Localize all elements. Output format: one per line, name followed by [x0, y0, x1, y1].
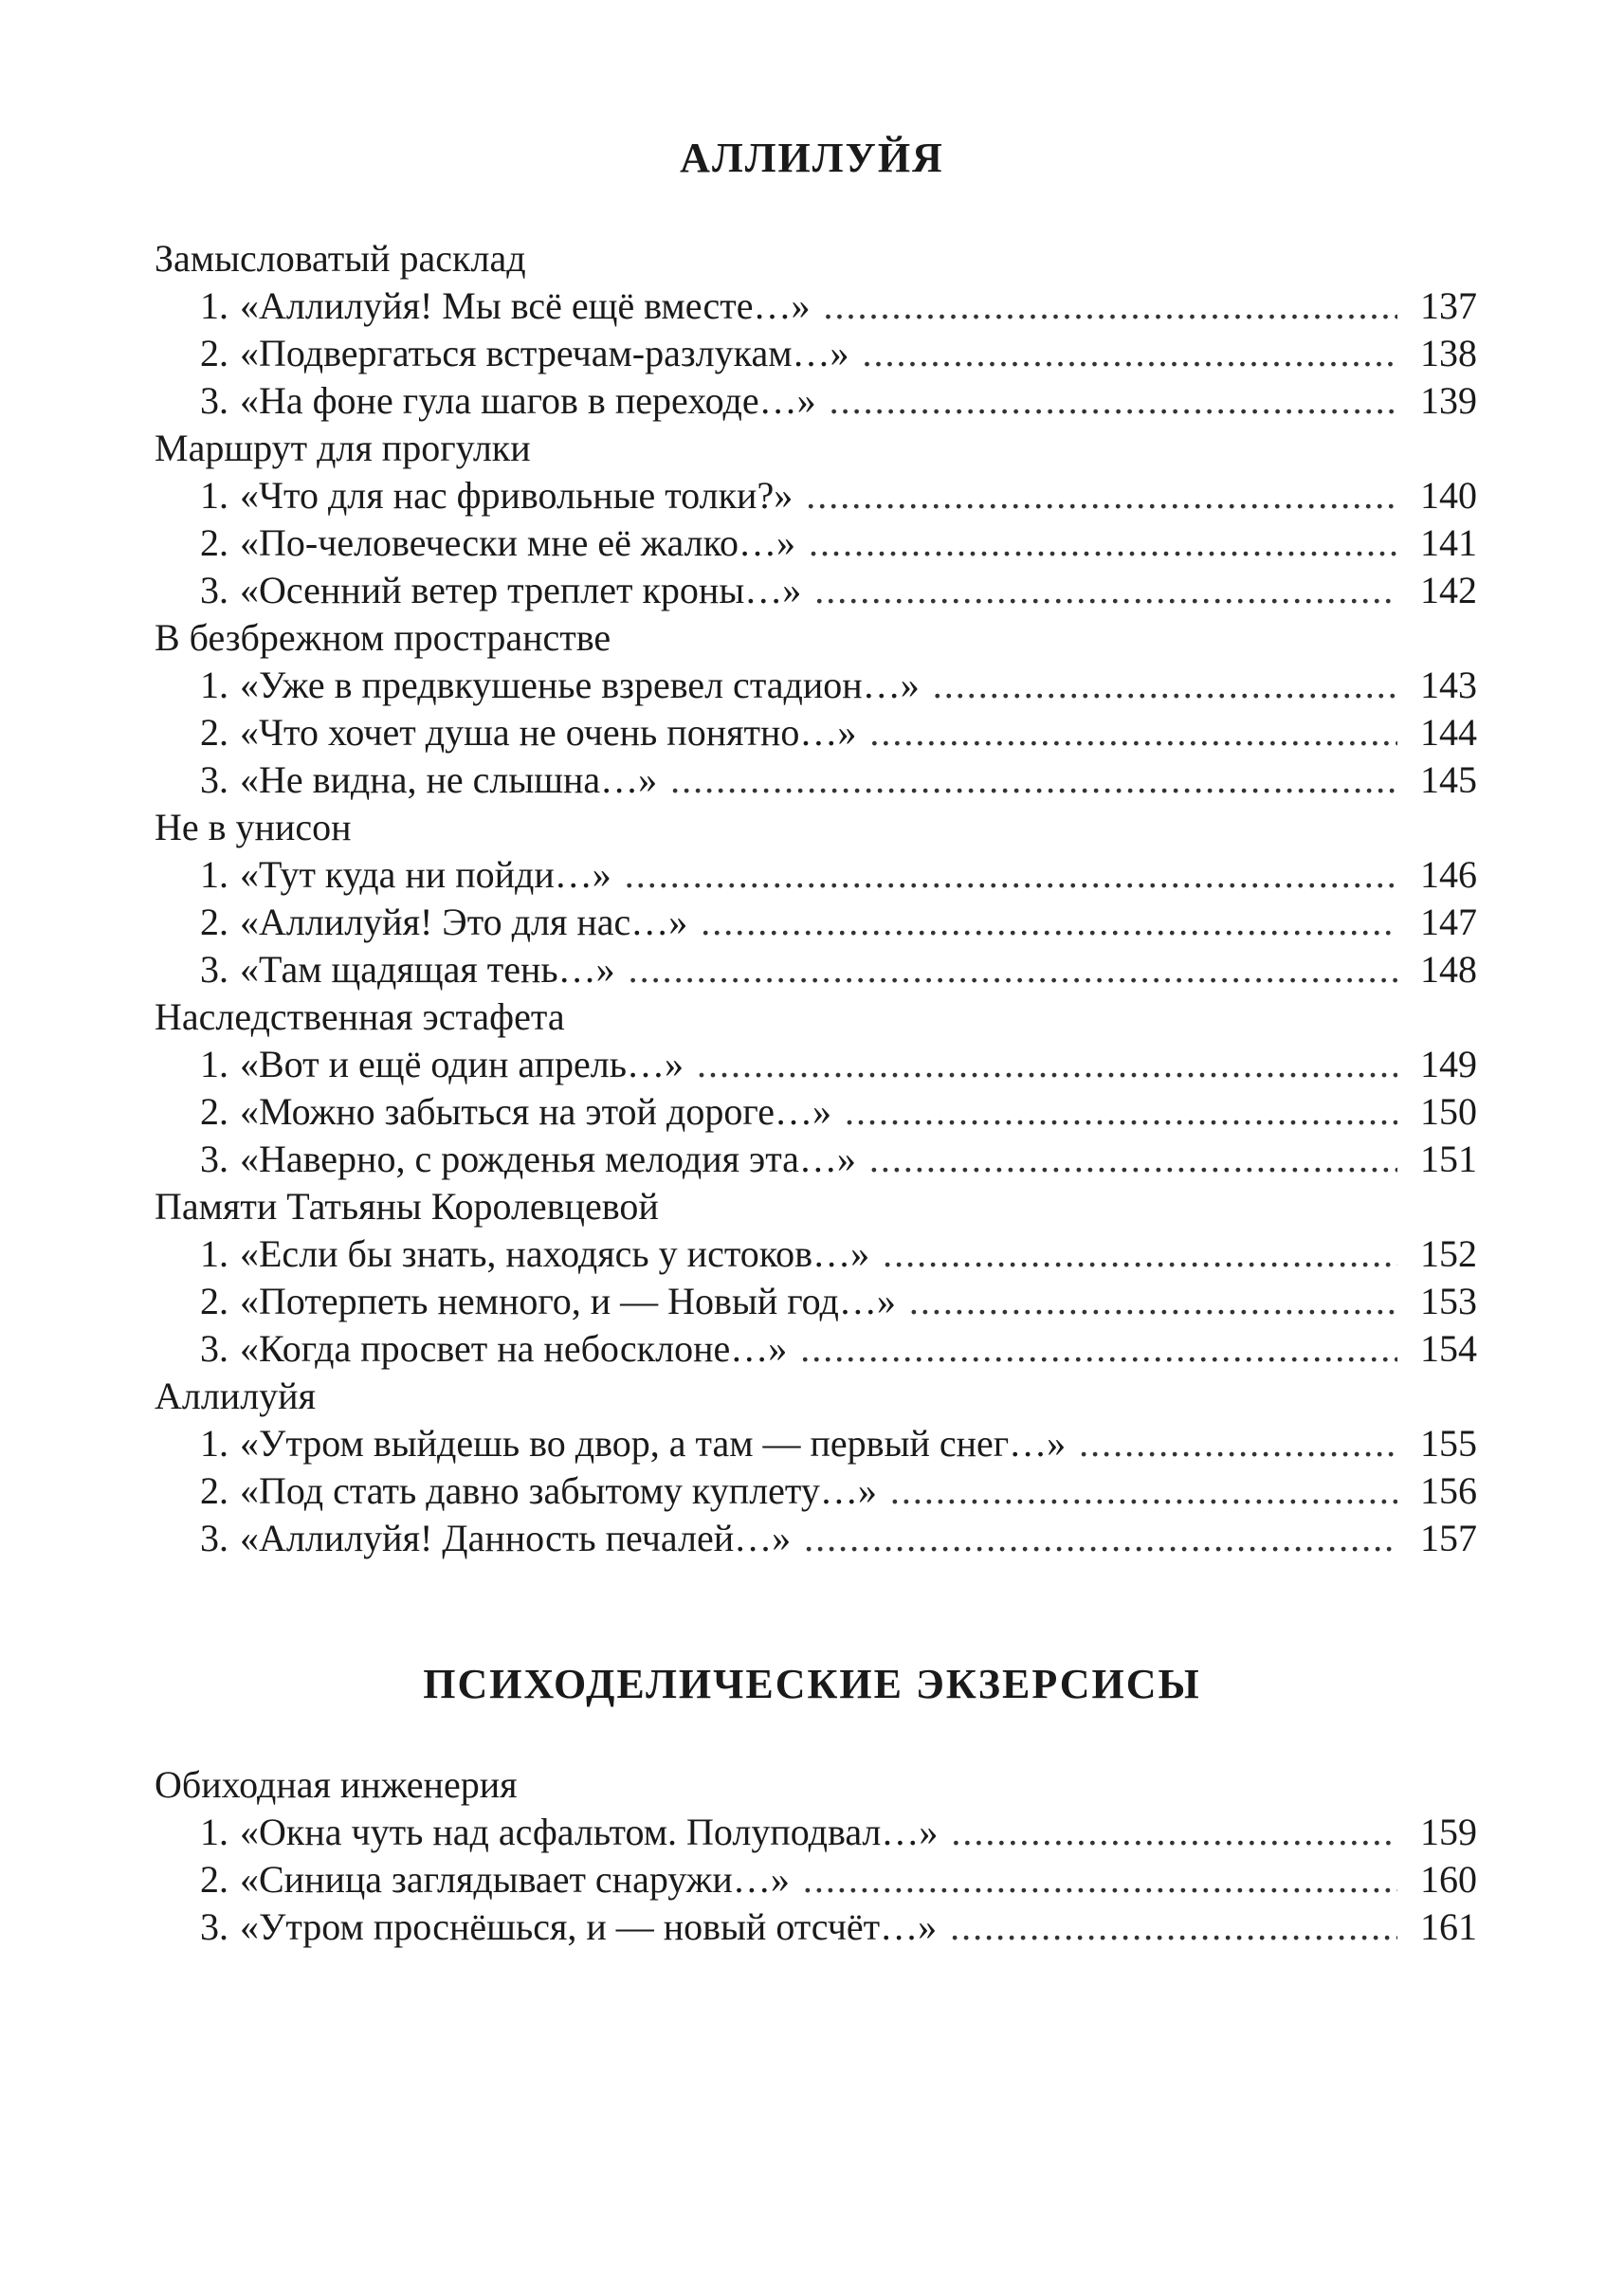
entry-number: 2.: [200, 332, 228, 374]
dot-leader: [670, 756, 1397, 804]
group-title: Замысловатый расклад: [155, 237, 526, 280]
entry-title: «Окна чуть над асфальтом. Полуподвал…»: [240, 1811, 939, 1853]
entry-number: 3.: [200, 758, 228, 801]
toc-entry: [155, 709, 1477, 756]
toc-entry: [155, 1325, 1477, 1373]
dot-leader: [883, 1230, 1397, 1278]
toc-entry: [155, 282, 1477, 330]
entry-number: 3.: [200, 569, 228, 611]
toc-entry: [155, 1856, 1477, 1903]
entry-number: 1.: [200, 474, 228, 517]
dot-leader: [804, 1515, 1397, 1562]
entry-number: 3.: [200, 1517, 228, 1559]
entry-title: «Осенний ветер треплет кроны…»: [240, 569, 802, 611]
dot-leader: [869, 1136, 1397, 1183]
entry-page-number: 146: [1420, 853, 1477, 896]
toc-entry: [155, 330, 1477, 377]
entry-title: «Вот и ещё один апрель…»: [240, 1043, 684, 1085]
entry-title: «Под стать давно забытому куплету…»: [240, 1469, 877, 1512]
entry-page-number: 161: [1420, 1905, 1477, 1948]
toc-entry: [155, 1420, 1477, 1467]
entry-page-number: 159: [1420, 1811, 1477, 1853]
toc-entry: [155, 1278, 1477, 1325]
dot-leader: [890, 1467, 1397, 1515]
toc-entry: [155, 567, 1477, 614]
entry-page-number: 143: [1420, 664, 1477, 706]
entry-title: «Если бы знать, находясь у истоков…»: [240, 1232, 870, 1275]
entry-page-number: 140: [1420, 474, 1477, 517]
toc-entry: [155, 1230, 1477, 1278]
dot-leader: [809, 519, 1397, 567]
entry-title: «Что хочет душа не очень понятно…»: [240, 711, 857, 754]
entry-title: «Синица заглядывает снаружи…»: [240, 1858, 790, 1901]
entry-page-number: 154: [1420, 1327, 1477, 1370]
entry-number: 1.: [200, 1043, 228, 1085]
toc-entry: [155, 1809, 1477, 1856]
toc-entry: [155, 756, 1477, 804]
dot-leader: [1079, 1420, 1397, 1467]
entry-number: 2.: [200, 521, 228, 564]
entry-page-number: 157: [1420, 1517, 1477, 1559]
entry-page-number: 160: [1420, 1858, 1477, 1901]
entry-page-number: 145: [1420, 758, 1477, 801]
toc-list-psychedelic: [155, 1761, 1477, 1951]
dot-leader: [823, 282, 1397, 330]
toc-entry: [155, 899, 1477, 946]
group-title: В безбрежном пространстве: [155, 616, 611, 659]
entry-page-number: 141: [1420, 521, 1477, 564]
toc-entry: [155, 377, 1477, 425]
dot-leader: [701, 899, 1397, 946]
group-title: Аллилуйя: [155, 1375, 316, 1417]
group-title: Маршрут для прогулки: [155, 427, 531, 469]
entry-title: «По-человечески мне её жалко…»: [240, 521, 795, 564]
entry-title: «Утром выйдешь во двор, а там — первый снег…»: [240, 1422, 1067, 1465]
entry-number: 2.: [200, 1469, 228, 1512]
toc-entry: [155, 946, 1477, 993]
entry-title: «Аллилуйя! Это для нас…»: [240, 901, 688, 943]
dot-leader: [933, 662, 1397, 709]
toc-entry: [155, 1136, 1477, 1183]
entry-title: «Уже в предвкушенье взревел стадион…»: [240, 664, 920, 706]
entry-title: «На фоне гула шагов в переходе…»: [240, 379, 816, 422]
entry-title: «Когда просвет на небосклоне…»: [240, 1327, 788, 1370]
group-title: Памяти Татьяны Королевцевой: [155, 1185, 659, 1228]
entry-number: 2.: [200, 901, 228, 943]
dot-leader: [629, 946, 1397, 993]
entry-title: «Аллилуйя! Мы всё ещё вместе…»: [240, 284, 811, 327]
entry-title: «Тут куда ни пойди…»: [240, 853, 611, 896]
toc-entry: [155, 1903, 1477, 1951]
dot-leader: [800, 1325, 1397, 1373]
group-title: Не в унисон: [155, 806, 352, 848]
entry-page-number: 151: [1420, 1138, 1477, 1180]
entry-number: 1.: [200, 1232, 228, 1275]
entry-number: 2.: [200, 1858, 228, 1901]
section-title-psychedelic: ПСИХОДЕЛИЧЕСКИЕ ЭКЗЕРСИСЫ: [423, 1661, 1201, 1707]
entry-number: 2.: [200, 1280, 228, 1322]
entry-title: «Там щадящая тень…»: [240, 948, 615, 991]
entry-number: 1.: [200, 284, 228, 327]
entry-number: 2.: [200, 711, 228, 754]
entry-page-number: 153: [1420, 1280, 1477, 1322]
entry-page-number: 156: [1420, 1469, 1477, 1512]
entry-title: «Подвергаться встречам-разлукам…»: [240, 332, 849, 374]
dot-leader: [806, 472, 1397, 519]
dot-leader: [803, 1856, 1397, 1903]
toc-entry: [155, 1515, 1477, 1562]
dot-leader: [869, 709, 1397, 756]
dot-leader: [814, 567, 1397, 614]
entry-number: 1.: [200, 1422, 228, 1465]
toc-entry: [155, 851, 1477, 899]
entry-page-number: 150: [1420, 1090, 1477, 1133]
entry-number: 1.: [200, 853, 228, 896]
entry-page-number: 138: [1420, 332, 1477, 374]
toc-entry: [155, 472, 1477, 519]
entry-number: 3.: [200, 379, 228, 422]
dot-leader: [863, 330, 1397, 377]
entry-page-number: 152: [1420, 1232, 1477, 1275]
toc-list-alleluia: [155, 235, 1477, 1562]
entry-page-number: 144: [1420, 711, 1477, 754]
dot-leader: [697, 1041, 1397, 1088]
toc-entry: [155, 519, 1477, 567]
entry-title: «Можно забыться на этой дороге…»: [240, 1090, 831, 1133]
entry-number: 1.: [200, 664, 228, 706]
entry-page-number: 148: [1420, 948, 1477, 991]
entry-page-number: 149: [1420, 1043, 1477, 1085]
entry-page-number: 139: [1420, 379, 1477, 422]
group-title: Наследственная эстафета: [155, 995, 565, 1038]
entry-title: «Потерпеть немного, и — Новый год…»: [240, 1280, 896, 1322]
entry-number: 3.: [200, 1327, 228, 1370]
dot-leader: [625, 851, 1397, 899]
dot-leader: [950, 1903, 1397, 1951]
entry-number: 3.: [200, 1138, 228, 1180]
dot-leader: [830, 377, 1397, 425]
group-title: Обиходная инженерия: [155, 1763, 518, 1806]
entry-title: «Наверно, с рожденья мелодия эта…»: [240, 1138, 856, 1180]
entry-page-number: 147: [1420, 901, 1477, 943]
entry-title: «Утром проснёшься, и — новый отсчёт…»: [240, 1905, 938, 1948]
toc-entry: [155, 1041, 1477, 1088]
entry-title: «Не видна, не слышна…»: [240, 758, 658, 801]
entry-number: 1.: [200, 1811, 228, 1853]
entry-number: 3.: [200, 1905, 228, 1948]
dot-leader: [909, 1278, 1397, 1325]
dot-leader: [951, 1809, 1397, 1856]
entry-page-number: 142: [1420, 569, 1477, 611]
entry-page-number: 155: [1420, 1422, 1477, 1465]
entry-page-number: 137: [1420, 284, 1477, 327]
entry-title: «Аллилуйя! Данность печалей…»: [240, 1517, 792, 1559]
toc-entry: [155, 1088, 1477, 1136]
entry-number: 2.: [200, 1090, 228, 1133]
entry-number: 3.: [200, 948, 228, 991]
toc-entry: [155, 1467, 1477, 1515]
toc-entry: [155, 662, 1477, 709]
dot-leader: [845, 1088, 1397, 1136]
section-title-alleluia: АЛЛИЛУЙЯ: [680, 135, 944, 181]
entry-title: «Что для нас фривольные толки?»: [240, 474, 794, 517]
